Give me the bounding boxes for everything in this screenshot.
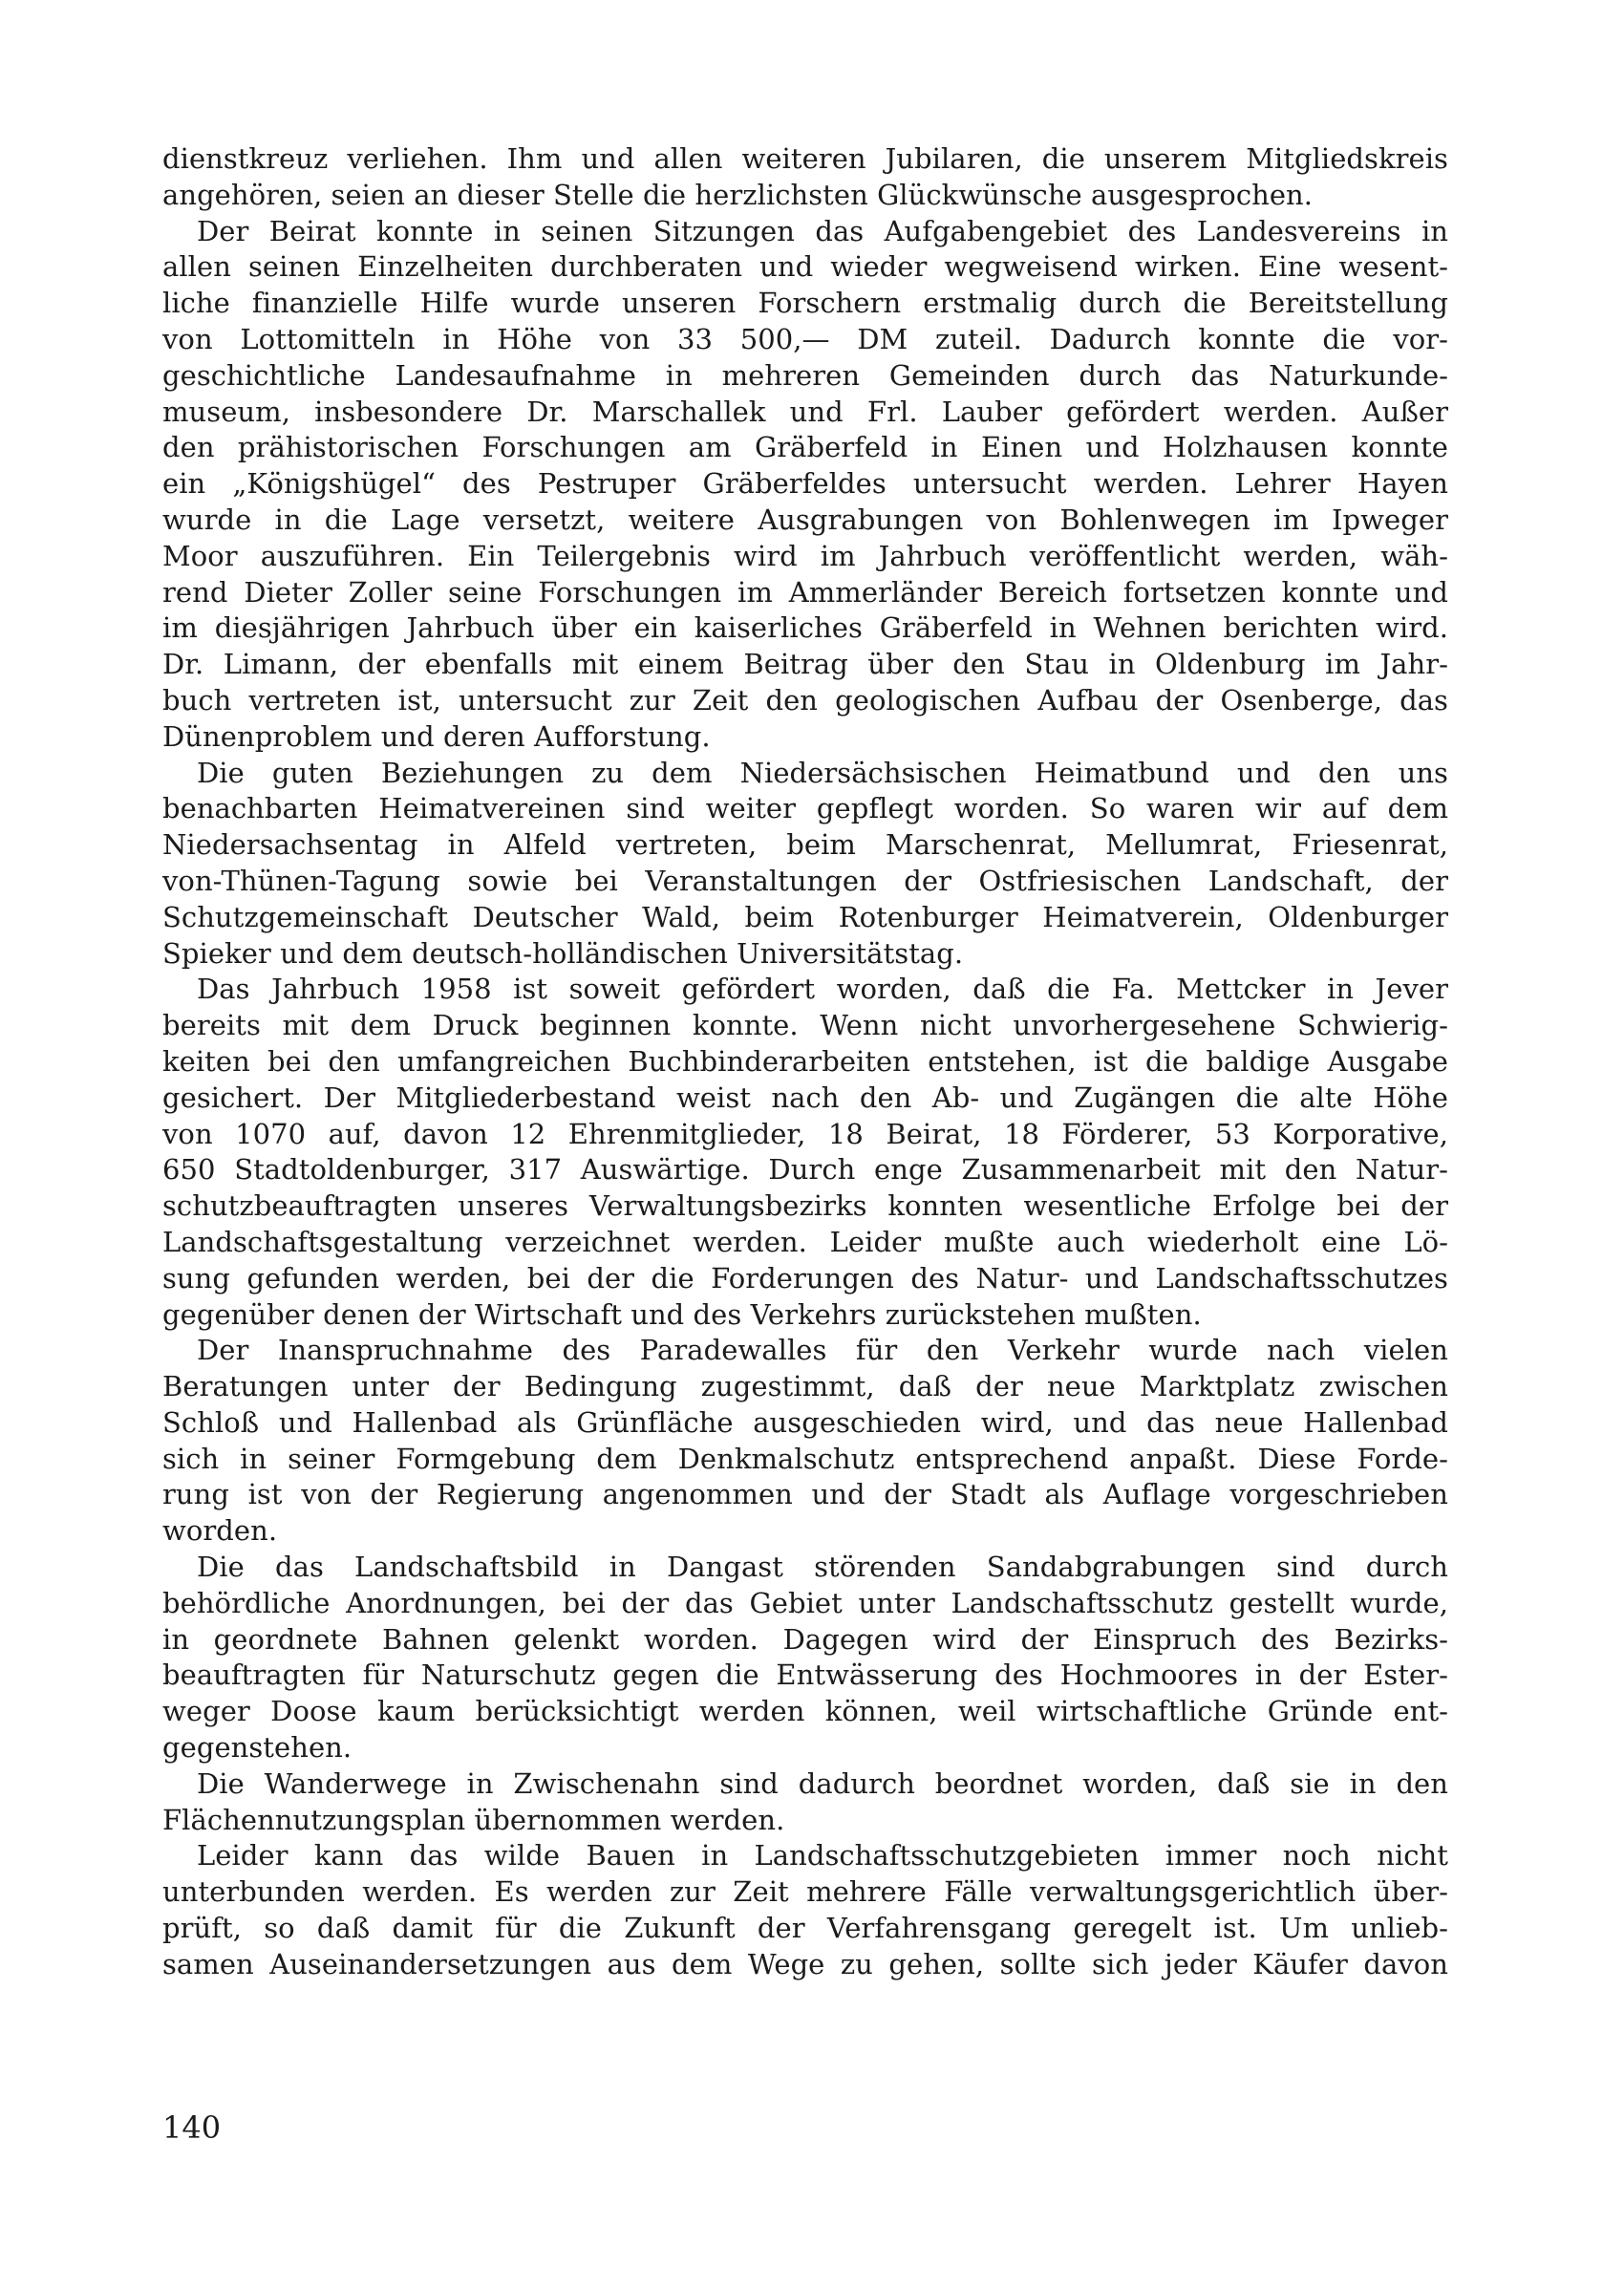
text-line: behördliche Anordnungen, bei der das Gebiet unter Landschaftsschutz gestellt wurde,: [162, 1586, 1448, 1619]
text-line: Schloß und Hallenbad als Grünfläche ausgeschieden wird, und das neue Hallenbad: [162, 1405, 1448, 1439]
text-line: Die Wanderwege in Zwischenahn sind dadurch beordnet worden, daß sie in den: [197, 1766, 1448, 1800]
text-line: Moor auszuführen. Ein Teilergebnis wird im Jahrbuch veröffentlicht werden, wäh-: [162, 539, 1448, 572]
text-line: Niedersachsentag in Alfeld vertreten, beim Marschenrat, Mellumrat, Friesenrat,: [162, 828, 1448, 862]
text-line: Die guten Beziehungen zu dem Niedersächsischen Heimatbund und den uns: [197, 756, 1448, 789]
body-text: [162, 141, 1448, 1983]
text-line: sich in seiner Formgebung dem Denkmalschutz entsprechend anpaßt. Diese Forde-: [162, 1442, 1448, 1475]
text-line: angehören, seien an dieser Stelle die herzlichsten Glückwünsche ausgesprochen.: [162, 178, 1314, 211]
text-line: von 1070 auf, davon 12 Ehrenmitglieder, 18 Beirat, 18 Förderer, 53 Korporative,: [162, 1117, 1448, 1150]
text-line: unterbunden werden. Es werden zur Zeit mehrere Fälle verwaltungsgerichtlich über-: [162, 1875, 1448, 1909]
text-line: Die das Landschaftsbild in Dangast störenden Sandabgrabungen sind durch: [197, 1551, 1448, 1584]
text-line: allen seinen Einzelheiten durchberaten und wieder wegweisend wirken. Eine wesent-: [162, 250, 1448, 284]
text-line: Das Jahrbuch 1958 ist soweit gefördert worden, daß die Fa. Mettcker in Jever: [197, 973, 1448, 1006]
text-line: Spieker und dem deutsch-holländischen Universitätstag.: [162, 936, 964, 970]
text-line: liche finanzielle Hilfe wurde unseren Forschern erstmalig durch die Bereitstellung: [162, 287, 1448, 320]
text-line: im diesjährigen Jahrbuch über ein kaiserliches Gräberfeld in Wehnen berichten wird.: [162, 611, 1448, 645]
text-line: benachbarten Heimatvereinen sind weiter gepflegt worden. So waren wir auf dem: [162, 792, 1448, 825]
text-line: Der Beirat konnte in seinen Sitzungen das Aufgabengebiet des Landesvereins in: [197, 214, 1448, 247]
text-line: 650 Stadtoldenburger, 317 Auswärtige. Durch enge Zusammenarbeit mit den Natur-: [162, 1153, 1448, 1187]
text-line: rung ist von der Regierung angenommen und der Stadt als Auflage vorgeschrieben: [162, 1478, 1448, 1511]
text-line: dienstkreuz verliehen. Ihm und allen weiteren Jubilaren, die unserem Mitgliedskreis: [162, 142, 1448, 175]
text-line: wurde in die Lage versetzt, weitere Ausgrabungen von Bohlenwegen im Ipweger: [162, 503, 1448, 536]
text-line: geschichtliche Landesaufnahme in mehreren Gemeinden durch das Naturkunde-: [162, 358, 1448, 392]
text-line: den prähistorischen Forschungen am Gräberfeld in Einen und Holzhausen konnte: [162, 431, 1448, 464]
text-line: buch vertreten ist, untersucht zur Zeit den geologischen Aufbau der Osenberge, das: [162, 683, 1448, 717]
text-line: schutzbeauftragten unseres Verwaltungsbezirks konnten wesentliche Erfolge bei der: [162, 1189, 1448, 1223]
text-line: von-Thünen-Tagung sowie bei Veranstaltungen der Ostfriesischen Landschaft, der: [162, 864, 1448, 897]
text-line: rend Dieter Zoller seine Forschungen im Ammerländer Bereich fortsetzen konnte und: [162, 575, 1448, 609]
text-line: samen Auseinandersetzungen aus dem Wege zu gehen, sollte sich jeder Käufer davon: [162, 1947, 1448, 1980]
text-line: gegenstehen.: [162, 1731, 353, 1765]
text-line: weger Doose kaum berücksichtigt werden können, weil wirtschaftliche Gründe ent-: [162, 1695, 1448, 1728]
text-line: gegenüber denen der Wirtschaft und des Verkehrs zurückstehen mußten.: [162, 1297, 1202, 1331]
text-line: Dr. Limann, der ebenfalls mit einem Beitrag über den Stau in Oldenburg im Jahr-: [162, 648, 1448, 681]
text-line: von Lottomitteln in Höhe von 33 500,— DM zuteil. Dadurch konnte die vor-: [162, 322, 1448, 355]
text-line: Flächennutzungsplan übernommen werden.: [162, 1803, 785, 1836]
text-line: sung gefunden werden, bei der die Forderungen des Natur- und Landschaftsschutzes: [162, 1261, 1448, 1295]
page-number: 140: [162, 2109, 222, 2146]
text-line: Landschaftsgestaltung verzeichnet werden. Leider mußte auch wiederholt eine Lö-: [162, 1225, 1448, 1258]
text-line: Beratungen unter der Bedingung zugestimmt, daß der neue Marktplatz zwischen: [162, 1370, 1448, 1403]
text-line: Leider kann das wilde Bauen in Landschaftsschutzgebieten immer noch nicht: [197, 1839, 1448, 1873]
text-line: keiten bei den umfangreichen Buchbinderarbeiten entstehen, ist die baldige Ausgabe: [162, 1044, 1448, 1078]
text-line: Dünenproblem und deren Aufforstung.: [162, 719, 711, 753]
text-line: worden.: [162, 1514, 278, 1548]
text-line: Schutzgemeinschaft Deutscher Wald, beim Rotenburger Heimatverein, Oldenburger: [162, 900, 1448, 933]
text-line: bereits mit dem Druck beginnen konnte. Wenn nicht unvorhergesehene Schwierig-: [162, 1009, 1448, 1042]
text-line: prüft, so daß damit für die Zukunft der Verfahrensgang geregelt ist. Um unlieb-: [162, 1912, 1448, 1945]
text-line: ein „Königshügel“ des Pestruper Gräberfeldes untersucht werden. Lehrer Hayen: [162, 467, 1448, 501]
text-line: beauftragten für Naturschutz gegen die Entwässerung des Hochmoores in der Ester-: [162, 1659, 1448, 1692]
text-line: gesichert. Der Mitgliederbestand weist nach den Ab- und Zugängen die alte Höhe: [162, 1081, 1448, 1114]
text-line: museum, insbesondere Dr. Marschallek und Frl. Lauber gefördert werden. Außer: [162, 395, 1448, 428]
text-line: Der Inanspruchnahme des Paradewalles für den Verkehr wurde nach vielen: [197, 1334, 1448, 1367]
text-line: in geordnete Bahnen gelenkt worden. Dagegen wird der Einspruch des Bezirks-: [162, 1622, 1448, 1656]
